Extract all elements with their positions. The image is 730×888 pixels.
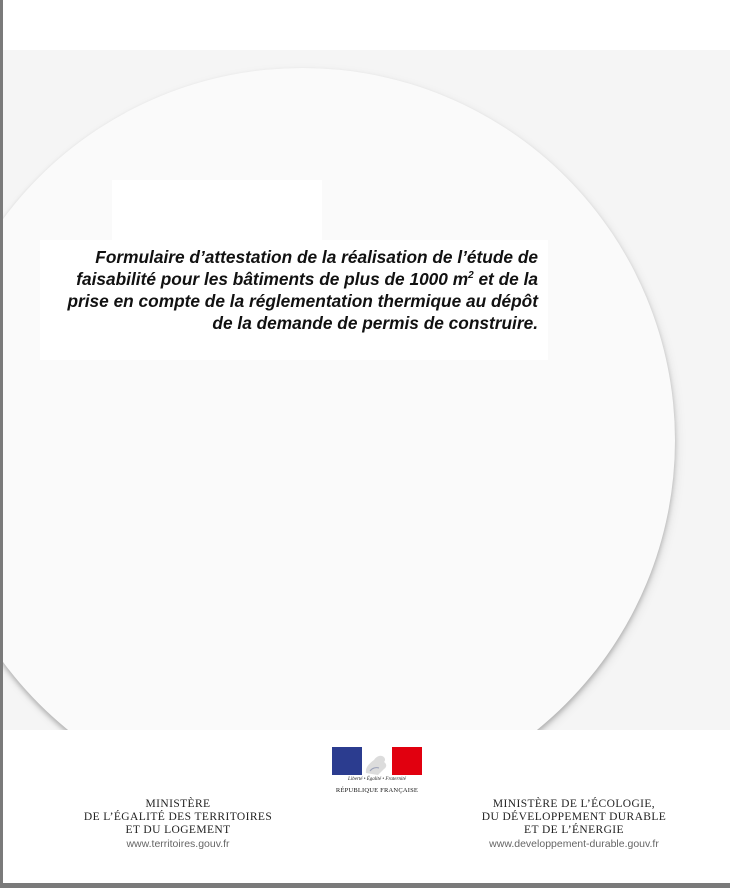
- ministry-line: ET DE L’ÉNERGIE: [524, 824, 624, 836]
- title-superscript: 2: [468, 270, 474, 282]
- republic-motto: Liberté • Égalité • Fraternité: [348, 777, 406, 782]
- ministry-line: ET DU LOGEMENT: [125, 824, 231, 836]
- white-tab: [112, 180, 322, 242]
- top-band: [3, 0, 730, 50]
- flag-red: [392, 747, 422, 775]
- republic-name: RÉPUBLIQUE FRANÇAISE: [335, 787, 419, 794]
- ministry-line: MINISTÈRE: [145, 798, 211, 810]
- ministry-line: MINISTÈRE DE L’ÉCOLOGIE,: [492, 798, 656, 810]
- title-text-end: et de la prise en compte de la réglementation thermique au dépôt de la demande de permis de construire.: [67, 269, 538, 333]
- left-border: [0, 0, 3, 888]
- ministry-line: DU DÉVELOPPEMENT DURABLE: [481, 811, 667, 823]
- ministry-territoires: [55, 798, 301, 851]
- ministry-ecologie: [458, 798, 690, 851]
- ministry-url: www.territoires.gouv.fr: [126, 838, 230, 850]
- bottom-border: [0, 883, 730, 888]
- ministry-line: DE L’ÉGALITÉ DES TERRITOIRES: [83, 811, 273, 823]
- title-text-main: Formulaire d’attestation de la réalisation de l’étude de faisabilité pour les bâtiments de plus de 1000 m: [76, 247, 538, 289]
- ministry-url: www.developpement-durable.gouv.fr: [489, 838, 659, 850]
- flag-blue: [332, 747, 362, 775]
- document-title: [48, 246, 538, 334]
